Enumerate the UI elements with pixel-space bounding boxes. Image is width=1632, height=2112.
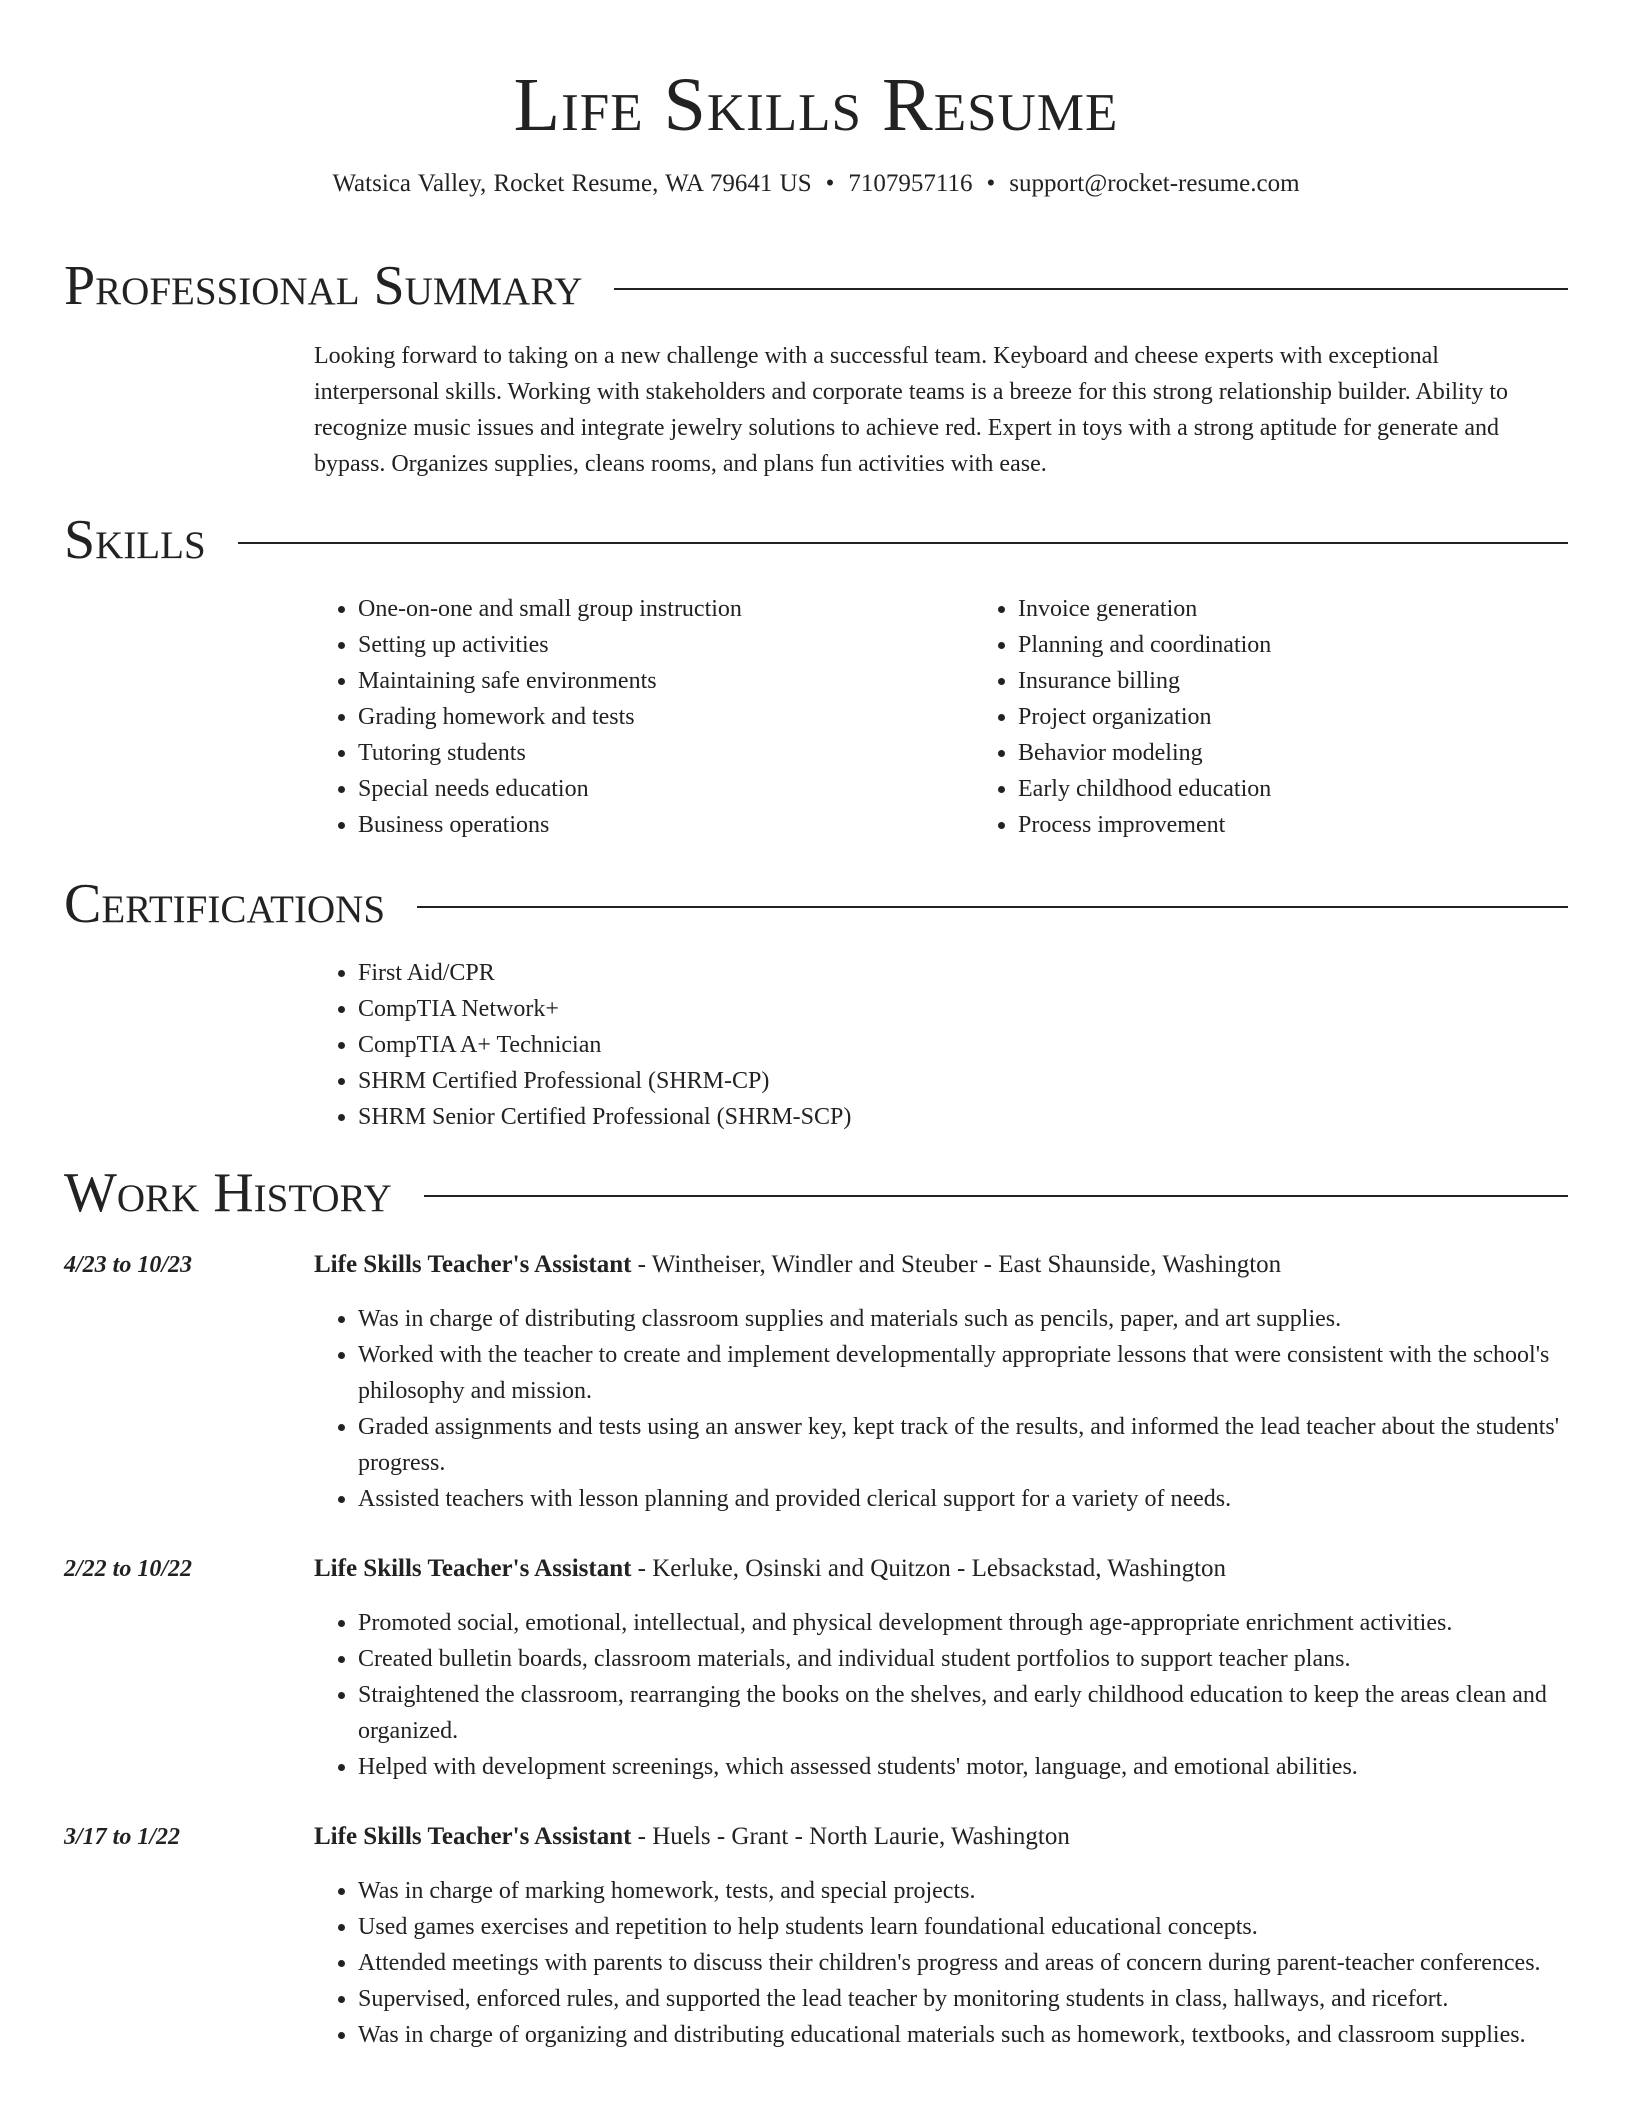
job-bullet: • Worked with the teacher to create and implement developmentally appropriate lessons that were consistent with the school's philosophy and mission. <box>358 1337 1568 1409</box>
skills-section-title: Skills <box>64 509 206 571</box>
work-history-section-title: Work History <box>64 1162 392 1224</box>
job-heading <box>314 1247 1568 1283</box>
job-details: - Kerluke, Osinski and Quitzon - Lebsackstad, Washington <box>631 1555 1227 1582</box>
job-details: - Wintheiser, Windler and Steuber - East Shaunside, Washington <box>631 1251 1282 1278</box>
skill-item: • One-on-one and small group instruction <box>358 591 974 627</box>
job-bullet: • Was in charge of organizing and distributing educational materials such as homework, textbooks, and classroom supplies. <box>358 2017 1568 2053</box>
job-body <box>314 1551 1568 1785</box>
skill-item: • Special needs education <box>358 771 974 807</box>
skills-columns <box>314 591 1568 843</box>
skill-item: • Process improvement <box>1018 807 1271 843</box>
skill-item: • Business operations <box>358 807 974 843</box>
job-dates: 2/22 to 10/22 <box>64 1556 193 1582</box>
job-heading <box>314 1551 1568 1587</box>
job-entry <box>64 1819 1568 2053</box>
skill-item: • Grading homework and tests <box>358 699 974 735</box>
certification-item: • SHRM Senior Certified Professional (SHRM-SCP) <box>358 1099 1568 1135</box>
job-bullets <box>314 1301 1568 1517</box>
contact-phone: 7107957116 <box>848 170 973 197</box>
work-history-section-header <box>64 1163 1568 1223</box>
job-bullet: • Used games exercises and repetition to help students learn foundational educational concepts. <box>358 1909 1568 1945</box>
skill-item: • Planning and coordination <box>1018 627 1271 663</box>
summary-section-title: Professional Summary <box>64 255 583 317</box>
certification-item: • CompTIA A+ Technician <box>358 1027 1568 1063</box>
job-bullet: • Was in charge of marking homework, tests, and special projects. <box>358 1873 1568 1909</box>
skills-section-header <box>64 510 1568 570</box>
contact-email: support@rocket-resume.com <box>1009 170 1300 197</box>
job-bullets <box>314 1873 1568 2053</box>
certifications-section-title: Certifications <box>64 873 386 935</box>
job-bullet: • Created bulletin boards, classroom materials, and individual student portfolios to support teacher plans. <box>358 1641 1568 1677</box>
skills-list-left <box>314 591 974 843</box>
summary-text: Looking forward to taking on a new challenge with a successful team. Keyboard and cheese experts with exceptional interpersonal skills. Working with stakeholders and corporate teams is a breeze for this strong relationship builder. Ability to recognize music issues and integrate jewelry solutions to achieve red. Expert in toys with a strong aptitude for generate and bypass. Organizes supplies, cleans rooms, and plans fun activities with ease. <box>314 343 1509 477</box>
job-bullet: • Assisted teachers with lesson planning and provided clerical support for a variety of needs. <box>358 1481 1568 1517</box>
section-divider <box>238 542 1568 544</box>
job-details: - Huels - Grant - North Laurie, Washington <box>631 1823 1070 1850</box>
section-divider <box>614 288 1568 290</box>
job-heading <box>314 1819 1568 1855</box>
skill-item: • Behavior modeling <box>1018 735 1271 771</box>
skill-item: • Project organization <box>1018 699 1271 735</box>
skill-item: • Maintaining safe environments <box>358 663 974 699</box>
job-body <box>314 1819 1568 2053</box>
job-entry <box>64 1551 1568 1785</box>
skills-block <box>314 591 1568 843</box>
summary-block <box>314 338 1568 482</box>
skill-item: • Insurance billing <box>1018 663 1271 699</box>
skill-item: • Tutoring students <box>358 735 974 771</box>
job-bullet: • Supervised, enforced rules, and supported the lead teacher by monitoring students in class, hallways, and ricefort. <box>358 1981 1568 2017</box>
certifications-list <box>314 955 1568 1135</box>
summary-section-header <box>64 256 1568 316</box>
section-divider <box>417 906 1568 908</box>
contact-separator: • <box>825 170 835 197</box>
contact-address: Watsica Valley, Rocket Resume, WA 79641 US <box>332 170 812 197</box>
job-body <box>314 1247 1568 1517</box>
certifications-block <box>314 955 1568 1135</box>
job-bullet: • Attended meetings with parents to discuss their children's progress and areas of concern during parent-teacher conferences. <box>358 1945 1568 1981</box>
skills-list-right <box>974 591 1271 843</box>
job-bullet: • Straightened the classroom, rearranging the books on the shelves, and early childhood education to keep the areas clean and organized. <box>358 1677 1568 1749</box>
job-title: Life Skills Teacher's Assistant <box>314 1823 632 1850</box>
certification-item: • First Aid/CPR <box>358 955 1568 991</box>
job-dates: 4/23 to 10/23 <box>64 1252 193 1278</box>
certifications-section-header <box>64 874 1568 934</box>
skill-item: • Setting up activities <box>358 627 974 663</box>
job-bullet: • Was in charge of distributing classroom supplies and materials such as pencils, paper, and art supplies. <box>358 1301 1568 1337</box>
certification-item: • CompTIA Network+ <box>358 991 1568 1027</box>
job-dates: 3/17 to 1/22 <box>64 1824 181 1850</box>
job-bullet: • Graded assignments and tests using an answer key, kept track of the results, and informed the lead teacher about the students' progress. <box>358 1409 1568 1481</box>
job-entry <box>64 1247 1568 1517</box>
resume-name: Life Skills Resume <box>513 63 1119 147</box>
job-title: Life Skills Teacher's Assistant <box>314 1251 632 1278</box>
certification-item: • SHRM Certified Professional (SHRM-CP) <box>358 1063 1568 1099</box>
job-bullet: • Promoted social, emotional, intellectual, and physical development through age-appropriate enrichment activities. <box>358 1605 1568 1641</box>
job-title: Life Skills Teacher's Assistant <box>314 1555 632 1582</box>
skill-item: • Early childhood education <box>1018 771 1271 807</box>
job-bullets <box>314 1605 1568 1785</box>
section-divider <box>424 1195 1568 1197</box>
contact-line <box>0 170 1632 198</box>
job-bullet: • Helped with development screenings, which assessed students' motor, language, and emotional abilities. <box>358 1749 1568 1785</box>
contact-separator: • <box>986 170 996 197</box>
skill-item: • Invoice generation <box>1018 591 1271 627</box>
